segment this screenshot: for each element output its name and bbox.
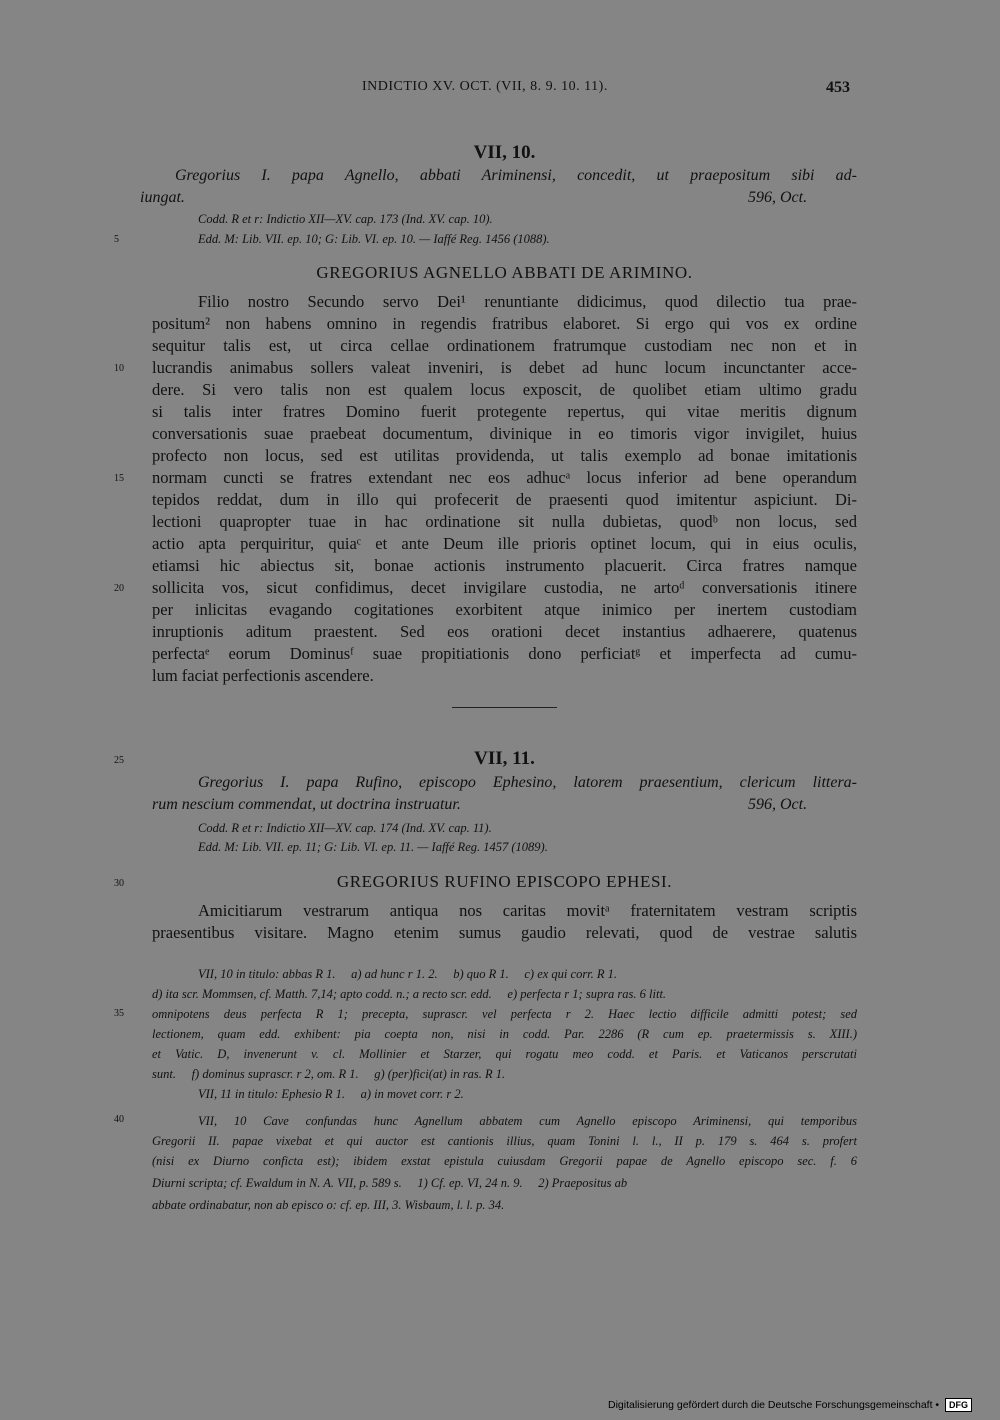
letter1-date: 596, Oct. [748, 189, 808, 206]
letter2-codd: Codd. R et r: Indictio XII—XV. cap. 174 (Ind. XV. cap. 11). [198, 821, 492, 835]
apparatus-line: VII, 10 in titulo: abbas R 1. a) ad hunc r 1. 2. b) quo R 1. c) ex qui corr. R 1. [198, 967, 618, 981]
commentary-line: (nisi ex Diurno conficta est); ibidem exstat epistula cuiusdam Gregorii papae de Agnello episcopo sec. f. 6 [152, 1154, 857, 1168]
body-line: positum² non habens omnino in regendis fratribus elaboret. Si ergo qui vos ex ordine [152, 314, 857, 333]
commentary-line: VII, 10 Cave confundas hunc Agnellum abbatem cum Agnello episcopo Ariminensi, qui temporibus [198, 1114, 857, 1128]
running-title: INDICTIO XV. OCT. (VII, 8. 9. 10. 11). [362, 79, 608, 94]
letter2-summary-line1: Gregorius I. papa Rufino, episcopo Ephesino, latorem praesentium, clericum littera- [198, 774, 857, 791]
body-line: praesentibus visitare. Magno etenim sumus gaudio relevati, quod de vestrae salutis [152, 923, 857, 942]
body-line: normam cuncti se fratres extendant nec eos adhucᵃ locus inferior ad bene operandum [152, 468, 857, 487]
body-line: si talis inter fratres Domino fuerit protegente repertus, qui vitae meritis dignum [152, 402, 857, 421]
line-number: 5 [114, 234, 119, 245]
line-number: 30 [114, 878, 124, 889]
letter1-summary-line1: Gregorius I. papa Agnello, abbati Ariminensi, concedit, ut praepositum sibi ad- [175, 167, 857, 184]
dfg-logo-icon: DFG [945, 1398, 972, 1412]
line-number: 25 [114, 755, 124, 766]
apparatus-line: d) ita scr. Mommsen, cf. Matth. 7,14; apto codd. n.; a recto scr. edd. e) perfecta r 1; supra ras. 6 litt. [152, 987, 667, 1001]
letter1-heading: VII, 10. [473, 142, 536, 163]
letter2-heading: VII, 11. [474, 748, 535, 769]
letter1-edd: Edd. M: Lib. VII. ep. 10; G: Lib. VI. ep. 10. — Iaffé Reg. 1456 (1088). [198, 232, 550, 246]
letter2-edd: Edd. M: Lib. VII. ep. 11; G: Lib. VI. ep. 11. — Iaffé Reg. 1457 (1089). [198, 840, 548, 854]
apparatus-line: sunt. f) dominus suprascr. r 2, om. R 1. g) (per)fici(at) in ras. R 1. [152, 1067, 506, 1081]
body-line: conversationis suae praebeat documentum, divinique in eo timoris vigor invigilet, huius [152, 424, 857, 443]
line-number: 15 [114, 473, 124, 484]
letter1-codd: Codd. R et r: Indictio XII—XV. cap. 173 (Ind. XV. cap. 10). [198, 212, 493, 226]
body-line: sequitur talis est, ut circa cellae ordinationem fratrumque custodiam nec non et in [152, 336, 857, 355]
body-line: etiamsi hic abiectus sit, bonae actionis instrumento placuerit. Circa fratres namque [152, 556, 857, 575]
funding-footer [608, 1398, 972, 1412]
body-line: inruptionis aditum praestent. Sed eos orationi decet instantius adhaerere, quatenus [152, 622, 857, 641]
body-line: perfectaᵉ eorum Dominusᶠ suae propitiationis dono perficiatᵍ et imperfecta ad cumu- [152, 644, 857, 663]
letter2-date: 596, Oct. [748, 796, 808, 813]
apparatus-line: VII, 11 in titulo: Ephesio R 1. a) in movet corr. r 2. [198, 1087, 464, 1101]
commentary-line: Diurni scripta; cf. Ewaldum in N. A. VII, p. 589 s. 1) Cf. ep. VI, 24 n. 9. 2) Praepositus ab [152, 1176, 628, 1190]
body-line: Amicitiarum vestrarum antiqua nos caritas movitᵃ fraternitatem vestram scriptis [198, 901, 857, 920]
commentary-line: abbate ordinabatur, non ab episco o: cf. ep. III, 3. Wisbaum, l. l. p. 34. [152, 1198, 505, 1212]
section-divider [452, 707, 557, 708]
body-line: dere. Si vero talis non est qualem locus exposcit, de quolibet etiam ultimo gradu [152, 380, 857, 399]
body-line: lectioni quapropter tuae in hac ordinatione sit nulla dubietas, quodᵇ non locus, sed [152, 512, 857, 531]
line-number: 10 [114, 363, 124, 374]
funding-note: Digitalisierung gefördert durch die Deutsche Forschungsgemeinschaft • [608, 1399, 940, 1411]
line-number: 20 [114, 583, 124, 594]
letter1-summary-line2: iungat. [140, 189, 185, 206]
letter2-title: GREGORIUS RUFINO EPISCOPO EPHESI. [336, 872, 673, 891]
body-line: Filio nostro Secundo servo Dei¹ renuntiante didicimus, quod dilectio tua prae- [198, 292, 857, 311]
letter2-summary-line2: rum nescium commendat, ut doctrina instruatur. [152, 796, 461, 813]
apparatus-line: omnipotens deus perfecta R 1; precepta, suprascr. vel perfecta r 2. Haec lectio difficile admitti potest; sed [152, 1007, 857, 1021]
body-line: tepidos reddat, dum in illo qui profecerit de praesenti quod imitentur aspiciunt. Di- [152, 490, 857, 509]
line-number: 35 [114, 1008, 124, 1019]
commentary-line: Gregorii II. papae vixebat et qui auctor est cantionis illius, quam Tonini l. l., II p. 179 s. 464 s. profert [152, 1134, 857, 1148]
page-number: 453 [826, 79, 850, 96]
body-line: actio apta perquiritur, quiaᶜ et ante Deum ille prioris optinet locum, qui in eius oculis, [152, 534, 857, 553]
apparatus-line: lectionem, quam edd. exhibent: pia coepta non, nisi in codd. Par. 2286 (R cum ep. praetermissis s. XIII.) [152, 1027, 857, 1041]
body-line: lum faciat perfectionis ascendere. [152, 666, 374, 685]
body-line: lucrandis animabus sollers valeat inveniri, is debet ad hunc locum incunctanter acce- [152, 358, 857, 377]
body-line: per inlicitas evagando cogitationes exorbitent atque inimico per inertem custodiam [152, 600, 857, 619]
body-line: profecto non locus, sed est utilitas providenda, ut talis exemplo ad bonae imitationis [152, 446, 857, 465]
body-line: sollicita vos, sicut confidimus, decet invigilare custodia, ne artoᵈ conversationis itinere [152, 578, 857, 597]
line-number: 40 [114, 1114, 124, 1125]
apparatus-line: et Vatic. D, invenerunt v. cl. Mollinier et Starzer, qui rogatu meo codd. et Paris. et Vaticanos perscrutati [152, 1047, 857, 1061]
letter1-title: GREGORIUS AGNELLO ABBATI DE ARIMINO. [316, 263, 693, 282]
